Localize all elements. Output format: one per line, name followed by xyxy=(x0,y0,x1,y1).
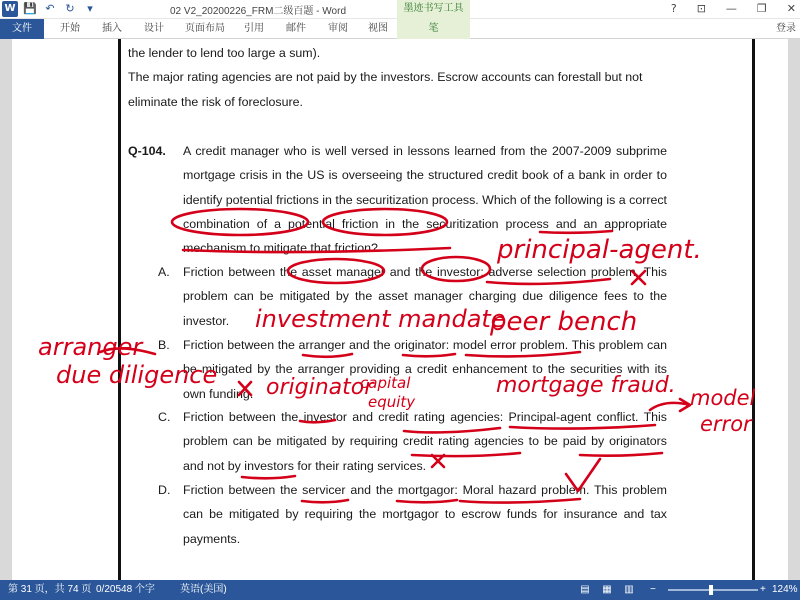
option-b-text: Friction between the arranger and the originator: model error problem. This problem can be mitigated by the arranger providing a credit enhancement to the securities with its own funding. xyxy=(183,338,667,401)
ink-text-equity: equity xyxy=(368,393,416,411)
restore-icon[interactable]: ❐ xyxy=(756,2,767,15)
undo-icon[interactable]: ↶ xyxy=(45,2,55,15)
ribbon-tab-bar xyxy=(0,19,800,39)
word-count[interactable]: 0/20548 个字 xyxy=(96,584,155,595)
tab-review[interactable]: 审阅 xyxy=(328,23,348,34)
previous-answer-line1: the lender to lend too large a sum). xyxy=(128,46,321,60)
tab-file[interactable]: 文件 xyxy=(0,19,44,39)
previous-answer-text xyxy=(128,41,668,114)
ink-text-model: model xyxy=(690,386,756,410)
tab-mailings[interactable]: 邮件 xyxy=(286,23,306,34)
zoom-in-button[interactable]: + xyxy=(760,584,766,595)
web-layout-icon[interactable]: ▥ xyxy=(624,584,634,595)
zoom-slider-thumb[interactable] xyxy=(709,585,713,595)
option-a-letter: A. xyxy=(158,265,170,279)
document-title: 02 V2_20200226_FRM二级百题 - Word xyxy=(170,6,347,17)
login-link[interactable]: 登录 xyxy=(776,23,796,34)
print-layout-icon[interactable]: ▦ xyxy=(602,584,612,595)
document-page[interactable] xyxy=(12,39,788,580)
ink-text-error: error xyxy=(700,412,752,436)
minimize-icon[interactable]: — xyxy=(725,2,737,15)
question-text: A credit manager who is well versed in lessons learned from the 2007-2009 subprime mortgage crisis in the US is overseeing the structured credit book of a bank in order to identify potential frictions in the securitization process. Which of the following is a correct combination of a potential friction in the securitization process and an appropriate mechanism to mitigate that friction? xyxy=(183,144,667,256)
ink-text-capital: capital xyxy=(360,374,411,392)
read-mode-icon[interactable]: ▤ xyxy=(580,584,590,595)
zoom-level[interactable]: 124% xyxy=(772,584,798,595)
redo-icon[interactable]: ↻ xyxy=(65,2,75,15)
tab-references[interactable]: 引用 xyxy=(244,23,264,34)
ink-text-principal-agent: principal-agent. xyxy=(497,235,702,265)
ink-text-due-diligence: due diligence xyxy=(56,361,218,389)
previous-answer-line2: The major rating agencies are not paid by the investors. Escrow accounts can forestall but not eliminate the risk of foreclosure. xyxy=(128,70,643,109)
language-indicator[interactable]: 英语(美国) xyxy=(180,584,227,595)
title-bar xyxy=(0,0,800,19)
ink-text-peer-bench: peer bench xyxy=(490,307,638,337)
ink-text-mortgage-fraud: mortgage fraud. xyxy=(496,373,676,398)
zoom-slider-track[interactable] xyxy=(668,589,758,591)
option-c-text: Friction between the investor and credit rating agencies: Principal-agent conflict. This problem can be mitigated by requiring credit rating agencies to be paid by originators and not by investors for their rating services. xyxy=(183,410,667,473)
question-label: Q-104. xyxy=(128,144,166,158)
page-margin-right xyxy=(752,39,755,580)
option-a-text: Friction between the asset manager and the investor: adverse selection problem. This problem can be mitigated by the asset manager charging due diligence fees to the investor. xyxy=(183,265,667,328)
status-bar xyxy=(0,580,800,600)
tab-pen[interactable]: 笔 xyxy=(397,19,470,39)
window-controls xyxy=(671,0,796,18)
option-b-letter: B. xyxy=(158,338,170,352)
document-area[interactable] xyxy=(0,39,800,580)
tab-design[interactable]: 设计 xyxy=(144,23,164,34)
option-c-letter: C. xyxy=(158,410,171,424)
tab-insert[interactable]: 插入 xyxy=(102,23,122,34)
option-d-letter: D. xyxy=(158,483,171,497)
option-d-text: Friction between the servicer and the mortgagor: Moral hazard problem. This problem can be mitigated by requiring the mortgagor to escrow funds for insurance and tax payments. xyxy=(183,483,667,546)
save-icon[interactable]: 💾 xyxy=(23,2,37,15)
customize-quick-access-icon[interactable]: ▾ xyxy=(87,2,93,15)
ink-tools-context-group: 墨迹书写工具 xyxy=(397,0,470,19)
close-icon[interactable]: ✕ xyxy=(786,2,796,15)
word-logo-icon[interactable]: W xyxy=(2,1,18,17)
page-count[interactable]: 第 31 页，共 74 页 xyxy=(8,584,92,595)
ribbon-display-options-icon[interactable]: ⊡ xyxy=(696,2,706,15)
help-icon[interactable]: ? xyxy=(670,2,677,15)
ink-text-arranger: arranger xyxy=(38,333,143,361)
page-margin-left xyxy=(118,39,121,580)
tab-home[interactable]: 开始 xyxy=(60,23,80,34)
quick-access-toolbar xyxy=(2,1,98,17)
tab-view[interactable]: 视图 xyxy=(368,23,388,34)
zoom-out-button[interactable]: − xyxy=(650,584,656,595)
tab-page-layout[interactable]: 页面布局 xyxy=(185,23,225,34)
ink-text-originator: originator xyxy=(266,375,374,400)
ink-text-investment-mandate: investment mandate xyxy=(255,305,506,333)
